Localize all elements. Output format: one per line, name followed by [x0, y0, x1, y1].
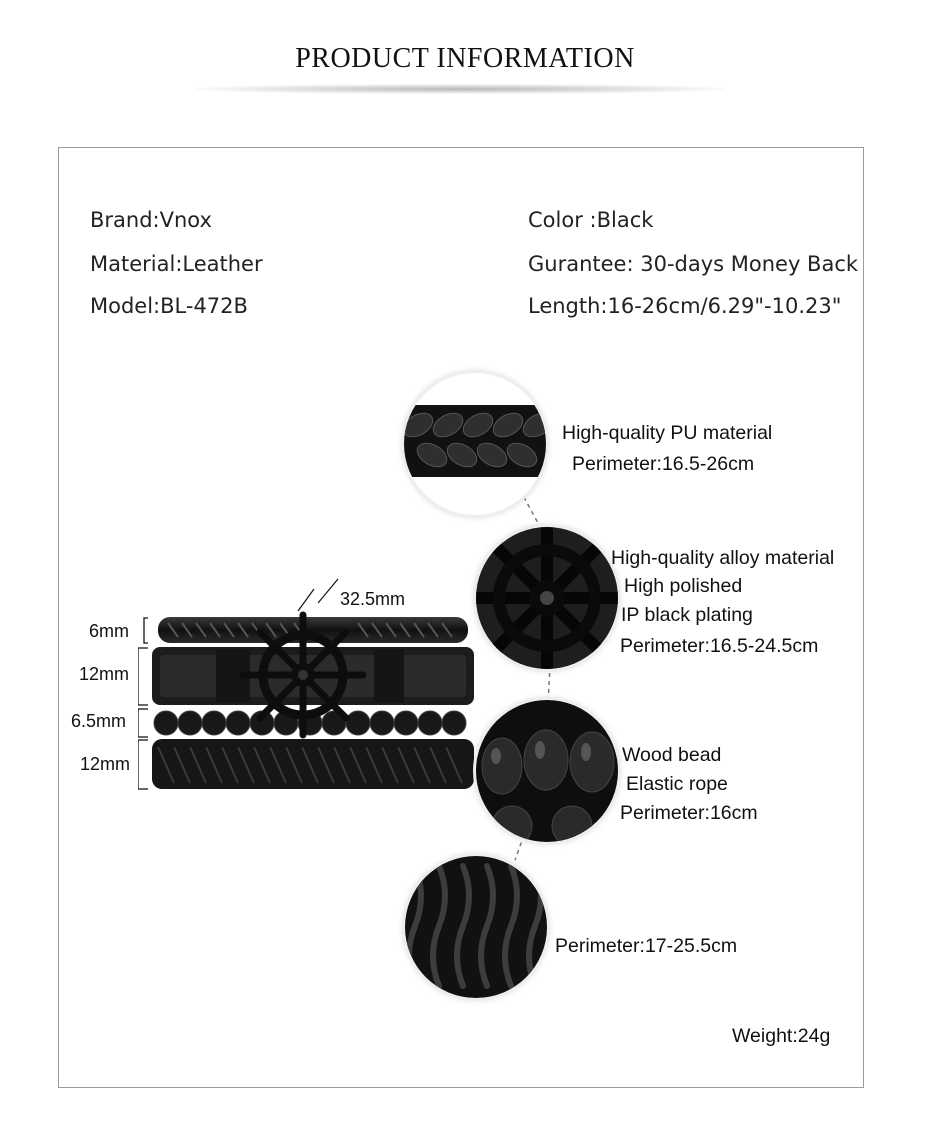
spec-model: Model:BL-472B [90, 294, 248, 318]
detail-3-line-3: Perimeter:16cm [620, 802, 758, 824]
spec-material: Material:Leather [90, 252, 263, 276]
spec-guarantee: Gurantee: 30-days Money Back [528, 252, 859, 276]
detail-image-braided-leather [404, 373, 546, 515]
detail-image-wood-beads [476, 700, 618, 842]
detail-image-woven-leather [405, 856, 547, 998]
detail-2-line-4: Perimeter:16.5-24.5cm [620, 635, 819, 657]
spec-color: Color :Black [528, 208, 654, 232]
detail-1-line-2: Perimeter:16.5-26cm [572, 453, 755, 475]
detail-1-line-1: High-quality PU material [562, 422, 773, 444]
dimension-band-1: 6mm [89, 621, 129, 641]
page-title: PRODUCT INFORMATION [295, 43, 635, 74]
spec-brand: Brand:Vnox [90, 208, 212, 232]
dimension-band-3: 6.5mm [71, 711, 127, 731]
detail-2-line-2: High polished [624, 575, 743, 597]
detail-2-line-1: High-quality alloy material [611, 547, 835, 569]
weight-label: Weight:24g [732, 1025, 831, 1047]
dimension-band-4: 12mm [80, 754, 131, 774]
dimension-helm: 32.5mm [340, 589, 406, 609]
bracelet-stack-image [138, 575, 478, 805]
detail-2-line-3: IP black plating [621, 604, 753, 626]
detail-3-line-1: Wood bead [622, 744, 722, 766]
spec-length: Length:16-26cm/6.29"-10.23" [528, 294, 842, 318]
detail-4-line-1: Perimeter:17-25.5cm [555, 935, 738, 957]
detail-3-line-2: Elastic rope [626, 773, 728, 795]
dimension-band-2: 12mm [79, 664, 130, 684]
detail-image-ship-wheel [476, 527, 618, 669]
